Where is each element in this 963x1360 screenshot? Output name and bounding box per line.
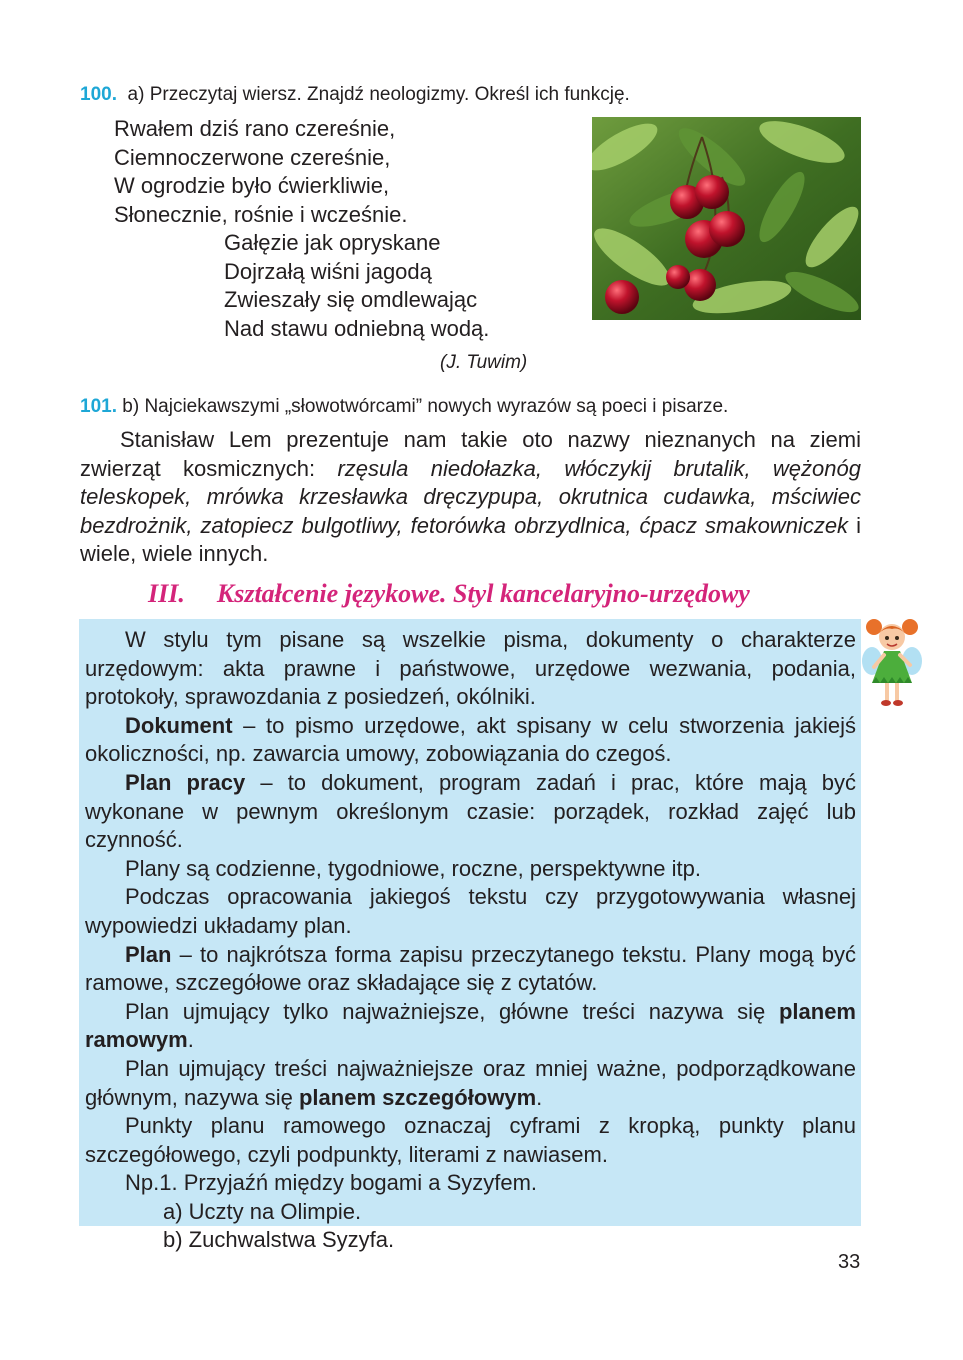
page-number: 33 xyxy=(838,1251,861,1273)
poem-stanza-2: Gałęzie jak opryskane Dojrzałą wiśni jagodą Zwieszały się omdlewając Nad stawu odniebną wodą. xyxy=(224,230,490,341)
section-title: Kształcenie językowe. Styl kancelaryjno-urzędowy xyxy=(216,579,750,608)
fairy-girl-mascot xyxy=(862,617,922,709)
exercise-number: 101. xyxy=(80,396,117,417)
exercise-100-instruction: 100. a) Przeczytaj wiersz. Znajdź neologizmy. Określ ich funkcję. xyxy=(80,84,630,105)
info-box xyxy=(79,619,861,1253)
lem-paragraph: Stanisław Lem prezentuje nam takie oto nazwy nieznanych na ziemi zwierząt kosmicznych: rzęsula niedołazka, włóczykij brutalik, wężonóg teleskopek, mrówka krzesławka dręczypupa, okrutnica cudawka, mściwiec bezdrożnik, zatopiecz bulgotliwy, fetorówka obrzydlnica, ćpacz smakowniczek i wiele, wiele innych. xyxy=(80,427,861,567)
poem-stanza-1: Rwałem dziś rano czereśnie, Ciemnoczerwone czereśnie, W ogrodzie było ćwierkliwie, Słonecznie, rośnie i wcześnie. xyxy=(114,116,408,227)
exercise-number: 100. xyxy=(80,84,117,105)
section-heading xyxy=(148,579,868,609)
cherries-photo xyxy=(592,117,861,320)
exercise-101-instruction: 101. b) Najciekawszymi „słowotwórcami” nowych wyrazów są poeci i pisarze. xyxy=(80,396,729,417)
poem-author: (J. Tuwim) xyxy=(440,352,528,373)
section-roman: III. xyxy=(148,579,185,608)
info-box-text: W stylu tym pisane są wszelkie pisma, dokumenty o charakterze urzędowym: akta prawne i państwowe, urzędowe wezwania, podania, protokoły, sprawozdania z posiedzeń, okólniki. Dokument – to pismo urzędowe, akt spisany w celu stworzenia jakiejś okoliczności, np. zawarcia umowy, zobowiązania do czegoś. Plan pracy – to dokument, program zadań i prac, które mają być wykonane w pewnym określonym czasie: porządek, rozkład zajęć lub czynność. Plany są codzienne, tygodniowe, roczne, perspektywne itp. Podczas opracowania jakiegoś tekstu czy przygotowywania własnej wypowiedzi układamy plan. Plan – to najkrótsza forma zapisu przeczytanego tekstu. Plany mogą być ramowe, szczegółowe oraz składające się z cytatów. Plan ujmujący tylko najważniejsze, główne treści nazywa się planem ramowym. Plan ujmujący treści najważniejsze oraz mniej ważne, podporządkowane głównym, nazywa się planem szczegółowym. Punkty planu ramowego oznaczaj cyframi z kropką, punkty planu szczegółowego, czyli podpunkty, literami z nawiasem. Np.1. Przyjaźń między bogami a Syzyfem. a) Uczty na Olimpie. b) Zuchwalstwa Syzyfa. xyxy=(85,627,857,1253)
